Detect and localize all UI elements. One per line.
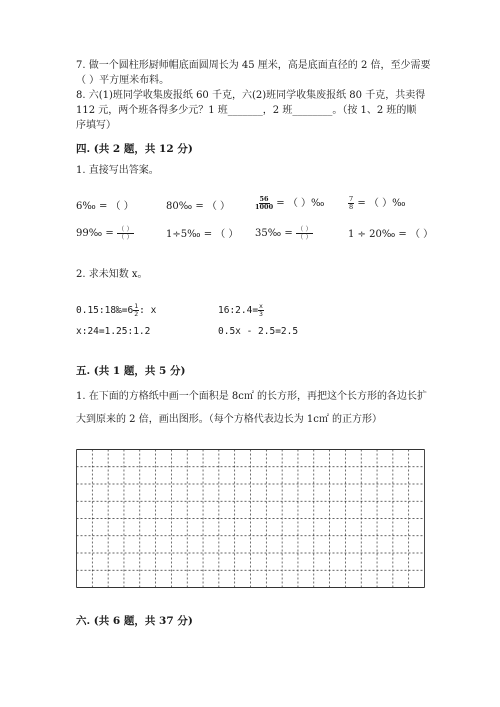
blank-fraction: $\frac{( )}{( )}$ xyxy=(296,225,312,241)
fraction-1-2: $\frac{1}{2}$ xyxy=(134,302,139,318)
calc-r2-c: 35‰ = $\frac{( )}{( )}$ xyxy=(255,225,312,241)
blank-fraction: $\frac{( )}{( )}$ xyxy=(117,225,133,241)
q8-line3: 序填写） xyxy=(76,120,116,131)
q8-line1: 8. 六(1)班同学收集废报纸 60 千克，六(2)班同学收集废报纸 80 千克，共卖得 xyxy=(76,90,426,101)
calc-r2-b: 1÷5‰ = （ ） xyxy=(166,229,239,240)
fraction-56-1000: $\frac{56}{1000}$ xyxy=(255,195,274,211)
fraction-x-3: $\frac{x}{3}$ xyxy=(259,302,263,318)
section4-q1-title: 1. 直接写出答案。 xyxy=(76,165,159,176)
q8-line2: 112 元，两个班各得多少元？1 班_______，2 班________。（按 1、2 班的顺 xyxy=(76,105,417,116)
equation-2: 16:2.4= $\frac{x}{3}$ xyxy=(218,302,263,318)
section5-q1-line1: 1. 在下面的方格纸中画一个面积是 8c㎡ 的长方形，再把这个长方形的各边长扩 xyxy=(76,391,428,402)
equation-1: 0.15:18‰=6 $\frac{1}{2}$ : x xyxy=(76,302,157,318)
calc-r1-b: 80‰ = （ ） xyxy=(166,201,231,212)
calc-r1-a: 6‰ = （ ） xyxy=(76,201,134,212)
equation-3: x:24=1.25:1.2 xyxy=(76,326,151,337)
fraction-7-8: $\frac{7}{8}$ xyxy=(349,195,354,211)
q7-line2: （ ）平方厘米布料。 xyxy=(76,75,170,86)
grid-paper[interactable] xyxy=(76,449,425,588)
calc-r1-d: $\frac{7}{8}$ = （ ）‰ xyxy=(349,195,406,211)
calc-r1-c: $\frac{56}{1000}$ = （ ）‰ xyxy=(255,195,325,211)
section5-q1-line2: 大到原来的 2 倍，画出图形。（每个方格代表边长为 1c㎡ 的正方形） xyxy=(76,414,383,425)
section5-title: 五. (共 1 题，共 5 分) xyxy=(76,365,186,377)
section6-title: 六. (共 6 题，共 37 分) xyxy=(76,615,193,627)
q7-line1: 7. 做一个圆柱形厨师帽底面圆周长为 45 厘米，高是底面直径的 2 倍，至少需要 xyxy=(76,60,431,71)
section4-q2-title: 2. 求未知数 x。 xyxy=(76,269,148,280)
section4-title: 四. (共 2 题，共 12 分) xyxy=(76,143,193,155)
calc-r2-a: 99‰ = $\frac{( )}{( )}$ xyxy=(76,225,133,241)
calc-r2-d: 1 ÷ 20‰ = （ ） xyxy=(348,229,434,240)
equation-4: 0.5x - 2.5=2.5 xyxy=(218,326,299,337)
